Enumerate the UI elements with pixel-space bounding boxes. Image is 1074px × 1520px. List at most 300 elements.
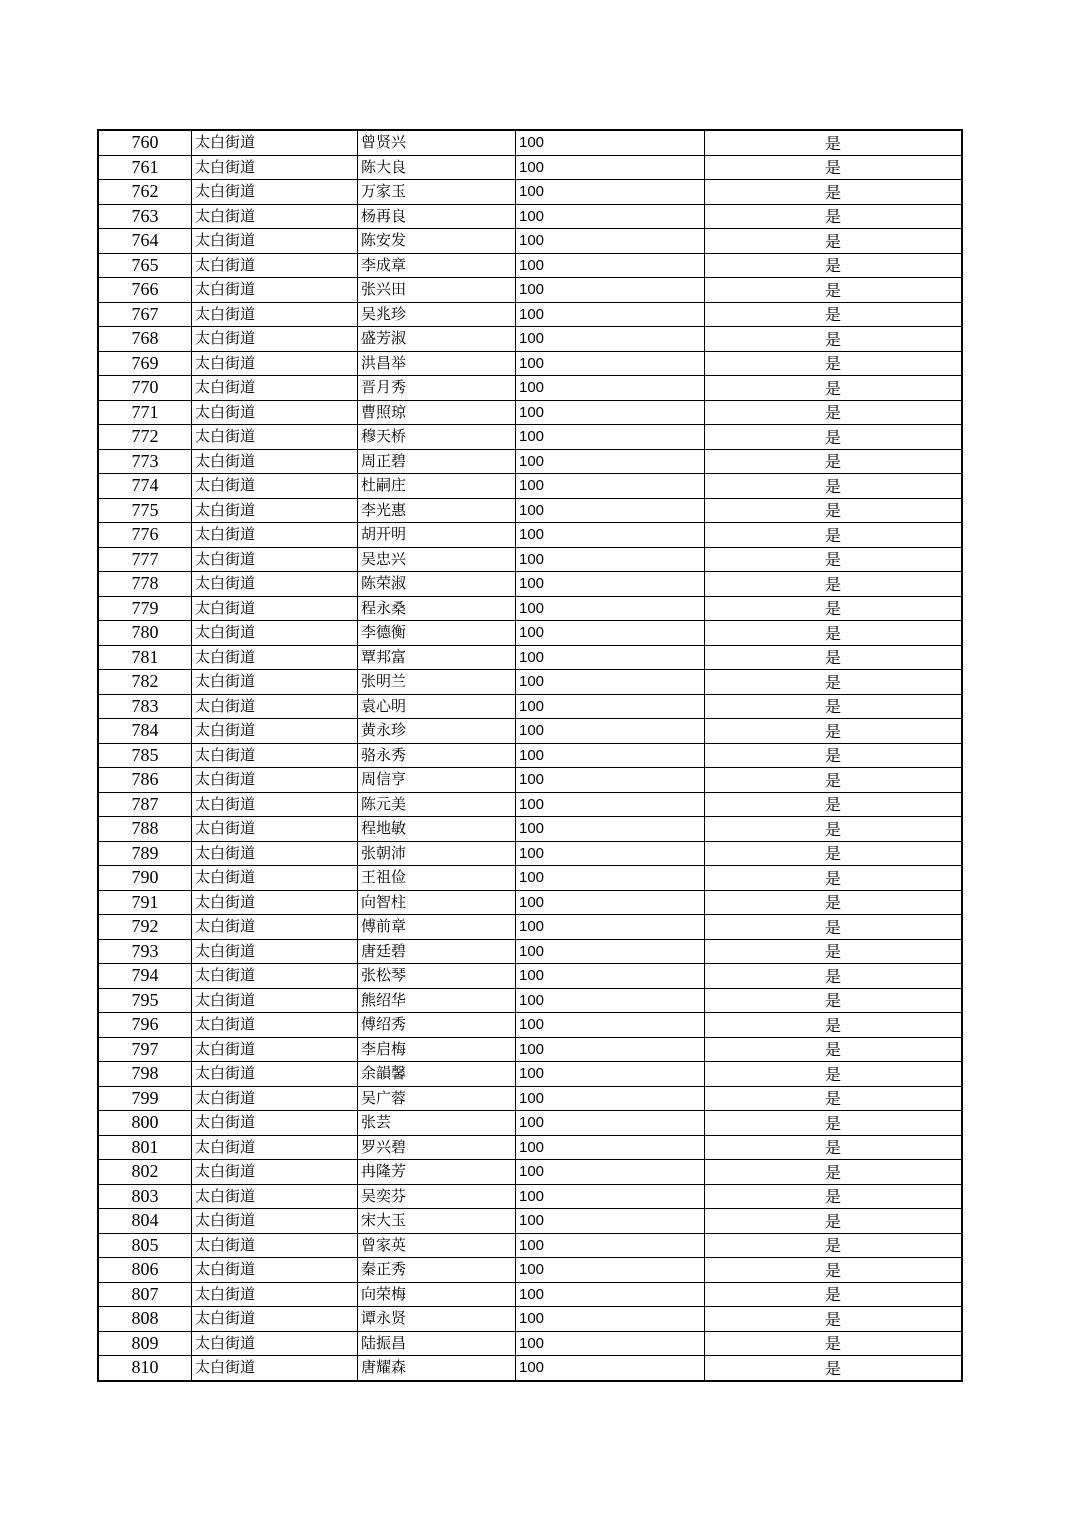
flag-cell: 是 (705, 572, 963, 597)
name-cell: 胡开明 (358, 523, 516, 548)
area-cell: 太白街道 (192, 1013, 358, 1038)
table-row (98, 1307, 962, 1332)
table-row (98, 1209, 962, 1234)
flag-cell: 是 (705, 1233, 963, 1258)
row-number-cell: 769 (98, 351, 192, 376)
flag-cell: 是 (705, 278, 963, 303)
name-cell: 向荣梅 (358, 1282, 516, 1307)
row-number-cell: 775 (98, 498, 192, 523)
name-cell: 周正碧 (358, 449, 516, 474)
area-cell: 太白街道 (192, 915, 358, 940)
amount-cell: 100 (516, 1307, 705, 1332)
table-row (98, 817, 962, 842)
amount-cell: 100 (516, 866, 705, 891)
flag-cell: 是 (705, 1282, 963, 1307)
table-row (98, 302, 962, 327)
amount-cell: 100 (516, 1331, 705, 1356)
table-row (98, 1062, 962, 1087)
row-number-cell: 802 (98, 1160, 192, 1185)
table-row (98, 498, 962, 523)
amount-cell: 100 (516, 1037, 705, 1062)
area-cell: 太白街道 (192, 1356, 358, 1381)
table-row (98, 939, 962, 964)
area-cell: 太白街道 (192, 621, 358, 646)
row-number-cell: 791 (98, 890, 192, 915)
flag-cell: 是 (705, 817, 963, 842)
area-cell: 太白街道 (192, 547, 358, 572)
area-cell: 太白街道 (192, 327, 358, 352)
amount-cell: 100 (516, 1282, 705, 1307)
name-cell: 曾贤兴 (358, 130, 516, 155)
area-cell: 太白街道 (192, 498, 358, 523)
area-cell: 太白街道 (192, 1209, 358, 1234)
area-cell: 太白街道 (192, 474, 358, 499)
table-row (98, 572, 962, 597)
row-number-cell: 808 (98, 1307, 192, 1332)
amount-cell: 100 (516, 915, 705, 940)
row-number-cell: 804 (98, 1209, 192, 1234)
table-row (98, 841, 962, 866)
flag-cell: 是 (705, 1307, 963, 1332)
area-cell: 太白街道 (192, 841, 358, 866)
row-number-cell: 780 (98, 621, 192, 646)
area-cell: 太白街道 (192, 988, 358, 1013)
table-row (98, 523, 962, 548)
row-number-cell: 787 (98, 792, 192, 817)
flag-cell: 是 (705, 204, 963, 229)
row-number-cell: 776 (98, 523, 192, 548)
amount-cell: 100 (516, 596, 705, 621)
table-row (98, 1282, 962, 1307)
amount-cell: 100 (516, 1184, 705, 1209)
amount-cell: 100 (516, 817, 705, 842)
row-number-cell: 779 (98, 596, 192, 621)
area-cell: 太白街道 (192, 1062, 358, 1087)
amount-cell: 100 (516, 792, 705, 817)
flag-cell: 是 (705, 376, 963, 401)
flag-cell: 是 (705, 915, 963, 940)
flag-cell: 是 (705, 229, 963, 254)
name-cell: 李成章 (358, 253, 516, 278)
flag-cell: 是 (705, 841, 963, 866)
row-number-cell: 766 (98, 278, 192, 303)
name-cell: 程永桑 (358, 596, 516, 621)
amount-cell: 100 (516, 1013, 705, 1038)
flag-cell: 是 (705, 1135, 963, 1160)
row-number-cell: 797 (98, 1037, 192, 1062)
name-cell: 万家玉 (358, 180, 516, 205)
amount-cell: 100 (516, 425, 705, 450)
row-number-cell: 796 (98, 1013, 192, 1038)
area-cell: 太白街道 (192, 964, 358, 989)
flag-cell: 是 (705, 1086, 963, 1111)
row-number-cell: 792 (98, 915, 192, 940)
name-cell: 吴奕芬 (358, 1184, 516, 1209)
area-cell: 太白街道 (192, 1258, 358, 1283)
area-cell: 太白街道 (192, 449, 358, 474)
flag-cell: 是 (705, 792, 963, 817)
amount-cell: 100 (516, 474, 705, 499)
table-row (98, 547, 962, 572)
area-cell: 太白街道 (192, 1184, 358, 1209)
amount-cell: 100 (516, 964, 705, 989)
name-cell: 唐廷碧 (358, 939, 516, 964)
area-cell: 太白街道 (192, 278, 358, 303)
row-number-cell: 795 (98, 988, 192, 1013)
area-cell: 太白街道 (192, 1160, 358, 1185)
table-row (98, 1013, 962, 1038)
name-cell: 曹照琼 (358, 400, 516, 425)
table-body (98, 130, 962, 1381)
row-number-cell: 771 (98, 400, 192, 425)
table-row (98, 645, 962, 670)
table-row (98, 596, 962, 621)
flag-cell: 是 (705, 1184, 963, 1209)
row-number-cell: 774 (98, 474, 192, 499)
area-cell: 太白街道 (192, 596, 358, 621)
area-cell: 太白街道 (192, 180, 358, 205)
flag-cell: 是 (705, 890, 963, 915)
amount-cell: 100 (516, 351, 705, 376)
amount-cell: 100 (516, 376, 705, 401)
area-cell: 太白街道 (192, 939, 358, 964)
flag-cell: 是 (705, 694, 963, 719)
row-number-cell: 798 (98, 1062, 192, 1087)
table-row (98, 694, 962, 719)
area-cell: 太白街道 (192, 719, 358, 744)
table-row (98, 988, 962, 1013)
name-cell: 杜嗣庄 (358, 474, 516, 499)
name-cell: 宋大玉 (358, 1209, 516, 1234)
row-number-cell: 806 (98, 1258, 192, 1283)
amount-cell: 100 (516, 988, 705, 1013)
row-number-cell: 789 (98, 841, 192, 866)
amount-cell: 100 (516, 229, 705, 254)
area-cell: 太白街道 (192, 1282, 358, 1307)
amount-cell: 100 (516, 547, 705, 572)
amount-cell: 100 (516, 327, 705, 352)
flag-cell: 是 (705, 253, 963, 278)
row-number-cell: 784 (98, 719, 192, 744)
table-row (98, 1233, 962, 1258)
table-row (98, 474, 962, 499)
table-row (98, 743, 962, 768)
amount-cell: 100 (516, 1111, 705, 1136)
area-cell: 太白街道 (192, 400, 358, 425)
table-row (98, 400, 962, 425)
amount-cell: 100 (516, 743, 705, 768)
table-row (98, 1184, 962, 1209)
area-cell: 太白街道 (192, 1331, 358, 1356)
name-cell: 黄永珍 (358, 719, 516, 744)
table-row (98, 1160, 962, 1185)
area-cell: 太白街道 (192, 1111, 358, 1136)
amount-cell: 100 (516, 1160, 705, 1185)
area-cell: 太白街道 (192, 890, 358, 915)
row-number-cell: 782 (98, 670, 192, 695)
area-cell: 太白街道 (192, 768, 358, 793)
area-cell: 太白街道 (192, 204, 358, 229)
row-number-cell: 765 (98, 253, 192, 278)
flag-cell: 是 (705, 645, 963, 670)
flag-cell: 是 (705, 327, 963, 352)
table-row (98, 351, 962, 376)
amount-cell: 100 (516, 180, 705, 205)
amount-cell: 100 (516, 768, 705, 793)
table-row (98, 180, 962, 205)
name-cell: 李启梅 (358, 1037, 516, 1062)
name-cell: 罗兴碧 (358, 1135, 516, 1160)
table-row (98, 155, 962, 180)
amount-cell: 100 (516, 645, 705, 670)
flag-cell: 是 (705, 1160, 963, 1185)
name-cell: 傅绍秀 (358, 1013, 516, 1038)
area-cell: 太白街道 (192, 572, 358, 597)
name-cell: 陈荣淑 (358, 572, 516, 597)
flag-cell: 是 (705, 1356, 963, 1381)
flag-cell: 是 (705, 719, 963, 744)
row-number-cell: 778 (98, 572, 192, 597)
area-cell: 太白街道 (192, 253, 358, 278)
name-cell: 盛芳淑 (358, 327, 516, 352)
table-row (98, 621, 962, 646)
amount-cell: 100 (516, 400, 705, 425)
flag-cell: 是 (705, 1037, 963, 1062)
area-cell: 太白街道 (192, 866, 358, 891)
flag-cell: 是 (705, 425, 963, 450)
amount-cell: 100 (516, 253, 705, 278)
name-cell: 唐耀森 (358, 1356, 516, 1381)
name-cell: 张兴田 (358, 278, 516, 303)
name-cell: 程地敏 (358, 817, 516, 842)
table-row (98, 1135, 962, 1160)
area-cell: 太白街道 (192, 376, 358, 401)
area-cell: 太白街道 (192, 1307, 358, 1332)
table-row (98, 449, 962, 474)
flag-cell: 是 (705, 1062, 963, 1087)
name-cell: 穆天桥 (358, 425, 516, 450)
area-cell: 太白街道 (192, 792, 358, 817)
area-cell: 太白街道 (192, 670, 358, 695)
row-number-cell: 803 (98, 1184, 192, 1209)
amount-cell: 100 (516, 130, 705, 155)
area-cell: 太白街道 (192, 155, 358, 180)
name-cell: 袁心明 (358, 694, 516, 719)
name-cell: 王祖俭 (358, 866, 516, 891)
amount-cell: 100 (516, 670, 705, 695)
area-cell: 太白街道 (192, 425, 358, 450)
row-number-cell: 788 (98, 817, 192, 842)
amount-cell: 100 (516, 621, 705, 646)
amount-cell: 100 (516, 204, 705, 229)
amount-cell: 100 (516, 1233, 705, 1258)
row-number-cell: 799 (98, 1086, 192, 1111)
flag-cell: 是 (705, 768, 963, 793)
amount-cell: 100 (516, 939, 705, 964)
flag-cell: 是 (705, 474, 963, 499)
row-number-cell: 809 (98, 1331, 192, 1356)
flag-cell: 是 (705, 130, 963, 155)
flag-cell: 是 (705, 1209, 963, 1234)
name-cell: 骆永秀 (358, 743, 516, 768)
name-cell: 张松琴 (358, 964, 516, 989)
row-number-cell: 783 (98, 694, 192, 719)
flag-cell: 是 (705, 596, 963, 621)
table-row (98, 1331, 962, 1356)
amount-cell: 100 (516, 1356, 705, 1381)
row-number-cell: 785 (98, 743, 192, 768)
name-cell: 向智柱 (358, 890, 516, 915)
amount-cell: 100 (516, 1062, 705, 1087)
table-row (98, 719, 962, 744)
area-cell: 太白街道 (192, 743, 358, 768)
name-cell: 秦正秀 (358, 1258, 516, 1283)
table-row (98, 670, 962, 695)
table-row (98, 130, 962, 155)
row-number-cell: 793 (98, 939, 192, 964)
table-row (98, 278, 962, 303)
amount-cell: 100 (516, 1209, 705, 1234)
area-cell: 太白街道 (192, 1233, 358, 1258)
table-row (98, 204, 962, 229)
table-row (98, 229, 962, 254)
name-cell: 陈安发 (358, 229, 516, 254)
flag-cell: 是 (705, 1111, 963, 1136)
table-row (98, 1037, 962, 1062)
flag-cell: 是 (705, 964, 963, 989)
flag-cell: 是 (705, 449, 963, 474)
row-number-cell: 770 (98, 376, 192, 401)
name-cell: 晋月秀 (358, 376, 516, 401)
row-number-cell: 772 (98, 425, 192, 450)
area-cell: 太白街道 (192, 130, 358, 155)
amount-cell: 100 (516, 572, 705, 597)
row-number-cell: 773 (98, 449, 192, 474)
name-cell: 李光惠 (358, 498, 516, 523)
flag-cell: 是 (705, 988, 963, 1013)
name-cell: 曾家英 (358, 1233, 516, 1258)
name-cell: 覃邦富 (358, 645, 516, 670)
name-cell: 冉隆芳 (358, 1160, 516, 1185)
name-cell: 陆振昌 (358, 1331, 516, 1356)
table-row (98, 1111, 962, 1136)
table-row (98, 768, 962, 793)
row-number-cell: 805 (98, 1233, 192, 1258)
flag-cell: 是 (705, 621, 963, 646)
flag-cell: 是 (705, 547, 963, 572)
name-cell: 周信亨 (358, 768, 516, 793)
flag-cell: 是 (705, 523, 963, 548)
amount-cell: 100 (516, 890, 705, 915)
row-number-cell: 777 (98, 547, 192, 572)
row-number-cell: 800 (98, 1111, 192, 1136)
row-number-cell: 807 (98, 1282, 192, 1307)
table-row (98, 866, 962, 891)
flag-cell: 是 (705, 180, 963, 205)
row-number-cell: 768 (98, 327, 192, 352)
data-table (97, 129, 963, 1382)
table-row (98, 964, 962, 989)
flag-cell: 是 (705, 498, 963, 523)
table-row (98, 890, 962, 915)
area-cell: 太白街道 (192, 1135, 358, 1160)
name-cell: 谭永贤 (358, 1307, 516, 1332)
table-row (98, 253, 962, 278)
flag-cell: 是 (705, 400, 963, 425)
name-cell: 洪昌举 (358, 351, 516, 376)
name-cell: 陈元美 (358, 792, 516, 817)
table-row (98, 376, 962, 401)
amount-cell: 100 (516, 1258, 705, 1283)
name-cell: 余韻馨 (358, 1062, 516, 1087)
amount-cell: 100 (516, 155, 705, 180)
amount-cell: 100 (516, 278, 705, 303)
row-number-cell: 781 (98, 645, 192, 670)
flag-cell: 是 (705, 866, 963, 891)
amount-cell: 100 (516, 1086, 705, 1111)
flag-cell: 是 (705, 302, 963, 327)
amount-cell: 100 (516, 449, 705, 474)
area-cell: 太白街道 (192, 302, 358, 327)
name-cell: 张芸 (358, 1111, 516, 1136)
amount-cell: 100 (516, 498, 705, 523)
area-cell: 太白街道 (192, 645, 358, 670)
name-cell: 熊绍华 (358, 988, 516, 1013)
row-number-cell: 764 (98, 229, 192, 254)
area-cell: 太白街道 (192, 351, 358, 376)
row-number-cell: 763 (98, 204, 192, 229)
amount-cell: 100 (516, 1135, 705, 1160)
name-cell: 杨再良 (358, 204, 516, 229)
area-cell: 太白街道 (192, 523, 358, 548)
amount-cell: 100 (516, 841, 705, 866)
flag-cell: 是 (705, 155, 963, 180)
row-number-cell: 794 (98, 964, 192, 989)
flag-cell: 是 (705, 1258, 963, 1283)
table-row (98, 915, 962, 940)
table-row (98, 1086, 962, 1111)
name-cell: 张朝沛 (358, 841, 516, 866)
name-cell: 吴广蓉 (358, 1086, 516, 1111)
amount-cell: 100 (516, 694, 705, 719)
area-cell: 太白街道 (192, 1086, 358, 1111)
table-row (98, 792, 962, 817)
flag-cell: 是 (705, 743, 963, 768)
row-number-cell: 762 (98, 180, 192, 205)
table-row (98, 327, 962, 352)
area-cell: 太白街道 (192, 1037, 358, 1062)
table-row (98, 1258, 962, 1283)
row-number-cell: 761 (98, 155, 192, 180)
area-cell: 太白街道 (192, 694, 358, 719)
amount-cell: 100 (516, 719, 705, 744)
name-cell: 陈大良 (358, 155, 516, 180)
name-cell: 李德衡 (358, 621, 516, 646)
table-row (98, 1356, 962, 1381)
name-cell: 吴忠兴 (358, 547, 516, 572)
area-cell: 太白街道 (192, 817, 358, 842)
row-number-cell: 760 (98, 130, 192, 155)
row-number-cell: 801 (98, 1135, 192, 1160)
area-cell: 太白街道 (192, 229, 358, 254)
amount-cell: 100 (516, 523, 705, 548)
row-number-cell: 767 (98, 302, 192, 327)
name-cell: 张明兰 (358, 670, 516, 695)
flag-cell: 是 (705, 1013, 963, 1038)
flag-cell: 是 (705, 1331, 963, 1356)
flag-cell: 是 (705, 670, 963, 695)
name-cell: 傅前章 (358, 915, 516, 940)
